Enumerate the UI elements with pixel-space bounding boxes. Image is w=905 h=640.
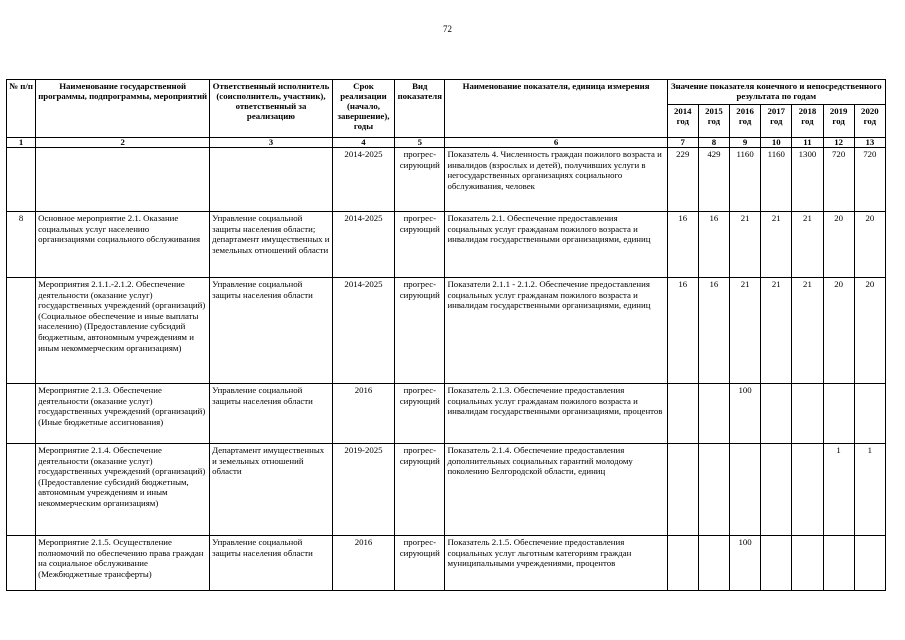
year-value: 16 bbox=[698, 212, 729, 278]
row-number bbox=[7, 444, 36, 536]
indicator-name: Показатель 2.1.5. Обеспечение предоставления социальных услуг льготным категориям граждан муниципальными учреждениями, процентов bbox=[445, 536, 667, 591]
year-value: 16 bbox=[667, 278, 698, 384]
row-number bbox=[7, 536, 36, 591]
column-number: 2 bbox=[36, 138, 210, 148]
year-value: 1160 bbox=[730, 148, 761, 212]
table-row bbox=[7, 384, 886, 444]
row-number bbox=[7, 384, 36, 444]
indicator-name: Показатели 2.1.1 - 2.1.2. Обеспечение предоставления социальных услуг гражданам пожилого возраста и инвалидам государственными организациями, единиц bbox=[445, 278, 667, 384]
indicator-name: Показатель 2.1.3. Обеспечение предоставления социальных услуг гражданам пожилого возраста и инвалидам государственными организациями, процентов bbox=[445, 384, 667, 444]
header-indicator-name: Наименование показателя, единица измерения bbox=[445, 80, 667, 138]
year-value bbox=[761, 444, 792, 536]
year-value: 20 bbox=[854, 278, 885, 384]
row-number: 8 bbox=[7, 212, 36, 278]
column-number: 9 bbox=[730, 138, 761, 148]
term: 2014-2025 bbox=[332, 212, 394, 278]
row-number bbox=[7, 278, 36, 384]
column-number: 12 bbox=[823, 138, 854, 148]
year-value: 429 bbox=[698, 148, 729, 212]
header-term: Срок реализации (начало, завершение), годы bbox=[332, 80, 394, 138]
table-row bbox=[7, 212, 886, 278]
year-value: 1 bbox=[854, 444, 885, 536]
indicator-name: Показатель 2.1. Обеспечение предоставления социальных услуг гражданам пожилого возраста и инвалидам государственными организациями, единиц bbox=[445, 212, 667, 278]
table-row bbox=[7, 536, 886, 591]
responsible: Управление социальной защиты населения области bbox=[210, 384, 333, 444]
indicator-kind: прогрес-сирующий bbox=[395, 444, 445, 536]
header-year: 2014 год bbox=[667, 105, 698, 138]
year-value: 1 bbox=[823, 444, 854, 536]
column-number: 4 bbox=[332, 138, 394, 148]
year-value: 1160 bbox=[761, 148, 792, 212]
year-value bbox=[667, 384, 698, 444]
year-value: 16 bbox=[698, 278, 729, 384]
responsible: Департамент имущественных и земельных отношений области bbox=[210, 444, 333, 536]
header-year: 2019 год bbox=[823, 105, 854, 138]
term: 2014-2025 bbox=[332, 148, 394, 212]
year-value: 21 bbox=[730, 212, 761, 278]
year-value bbox=[854, 536, 885, 591]
event-name: Основное мероприятие 2.1. Оказание социальных услуг населению организациями социального обслуживания bbox=[36, 212, 210, 278]
header-year: 2016 год bbox=[730, 105, 761, 138]
row-number bbox=[7, 148, 36, 212]
header-indicator-kind: Вид показателя bbox=[395, 80, 445, 138]
year-value: 21 bbox=[792, 212, 823, 278]
responsible bbox=[210, 148, 333, 212]
header-year: 2020 год bbox=[854, 105, 885, 138]
year-value bbox=[823, 384, 854, 444]
indicator-kind: прогрес-сирующий bbox=[395, 536, 445, 591]
year-value bbox=[667, 536, 698, 591]
event-name bbox=[36, 148, 210, 212]
year-value: 20 bbox=[823, 278, 854, 384]
indicator-kind: прогрес-сирующий bbox=[395, 278, 445, 384]
table-row bbox=[7, 444, 886, 536]
indicators-table bbox=[6, 79, 886, 591]
year-value: 1300 bbox=[792, 148, 823, 212]
column-number: 13 bbox=[854, 138, 885, 148]
responsible: Управление социальной защиты населения области bbox=[210, 278, 333, 384]
year-value bbox=[792, 384, 823, 444]
column-number: 10 bbox=[761, 138, 792, 148]
year-value bbox=[667, 444, 698, 536]
responsible: Управление социальной защиты населения области; департамент имущественных и земельных отношений области bbox=[210, 212, 333, 278]
event-name: Мероприятие 2.1.3. Обеспечение деятельности (оказание услуг) государственных учреждений (организаций) (Иные бюджетные ассигнования) bbox=[36, 384, 210, 444]
responsible: Управление социальной защиты населения области bbox=[210, 536, 333, 591]
header-number: № п/п bbox=[7, 80, 36, 138]
column-number: 3 bbox=[210, 138, 333, 148]
year-value bbox=[698, 536, 729, 591]
year-value bbox=[698, 444, 729, 536]
column-number: 7 bbox=[667, 138, 698, 148]
year-value: 20 bbox=[854, 212, 885, 278]
year-value bbox=[761, 536, 792, 591]
year-value bbox=[792, 444, 823, 536]
indicator-kind: прогрес-сирующий bbox=[395, 148, 445, 212]
table-row bbox=[7, 148, 886, 212]
header-responsible: Ответственный исполнитель (соисполнитель, участник), ответственный за реализацию bbox=[210, 80, 333, 138]
year-value: 20 bbox=[823, 212, 854, 278]
header-program-name: Наименование государственной программы, подпрограммы, мероприятий bbox=[36, 80, 210, 138]
term: 2016 bbox=[332, 384, 394, 444]
year-value bbox=[823, 536, 854, 591]
header-year: 2018 год bbox=[792, 105, 823, 138]
year-value: 720 bbox=[823, 148, 854, 212]
term: 2016 bbox=[332, 536, 394, 591]
header-year: 2015 год bbox=[698, 105, 729, 138]
year-value bbox=[761, 384, 792, 444]
indicator-kind: прогрес-сирующий bbox=[395, 212, 445, 278]
header-values: Значение показателя конечного и непосредственного результата по годам bbox=[667, 80, 885, 105]
header-year: 2017 год bbox=[761, 105, 792, 138]
column-number: 8 bbox=[698, 138, 729, 148]
year-value: 21 bbox=[730, 278, 761, 384]
year-value: 229 bbox=[667, 148, 698, 212]
indicator-name: Показатель 4. Численность граждан пожилого возраста и инвалидов (взрослых и детей), получивших услуги в негосударственных организациях социального обслуживания, человек bbox=[445, 148, 667, 212]
year-value bbox=[730, 444, 761, 536]
column-number: 11 bbox=[792, 138, 823, 148]
column-number: 5 bbox=[395, 138, 445, 148]
year-value: 720 bbox=[854, 148, 885, 212]
event-name: Мероприятие 2.1.4. Обеспечение деятельности (оказание услуг) государственных учреждений (организаций) (Предоставление субсидий бюджетным, автономным учреждениям и иным некоммерческим организациям) bbox=[36, 444, 210, 536]
page-number: 72 bbox=[443, 24, 452, 34]
year-value bbox=[698, 384, 729, 444]
event-name: Мероприятие 2.1.5. Осуществление полномочий по обеспечению права граждан на социальное обслуживание (Межбюджетные трансферты) bbox=[36, 536, 210, 591]
year-value: 21 bbox=[792, 278, 823, 384]
indicator-name: Показатель 2.1.4. Обеспечение предоставления дополнительных социальных гарантий молодому поколению Белгородской области, единиц bbox=[445, 444, 667, 536]
term: 2019-2025 bbox=[332, 444, 394, 536]
event-name: Мероприятия 2.1.1.-2.1.2. Обеспечение деятельности (оказание услуг) государственных учреждений (организаций) (Социальное обеспечение и иные выплаты населению) (Предоставление субсидий бюджетным, автономным учреждениям и иным некоммерческим организациям) bbox=[36, 278, 210, 384]
year-value bbox=[854, 384, 885, 444]
column-number: 1 bbox=[7, 138, 36, 148]
year-value: 16 bbox=[667, 212, 698, 278]
table-row bbox=[7, 278, 886, 384]
indicator-kind: прогрес-сирующий bbox=[395, 384, 445, 444]
year-value bbox=[792, 536, 823, 591]
column-number: 6 bbox=[445, 138, 667, 148]
year-value: 100 bbox=[730, 384, 761, 444]
year-value: 100 bbox=[730, 536, 761, 591]
year-value: 21 bbox=[761, 278, 792, 384]
term: 2014-2025 bbox=[332, 278, 394, 384]
year-value: 21 bbox=[761, 212, 792, 278]
